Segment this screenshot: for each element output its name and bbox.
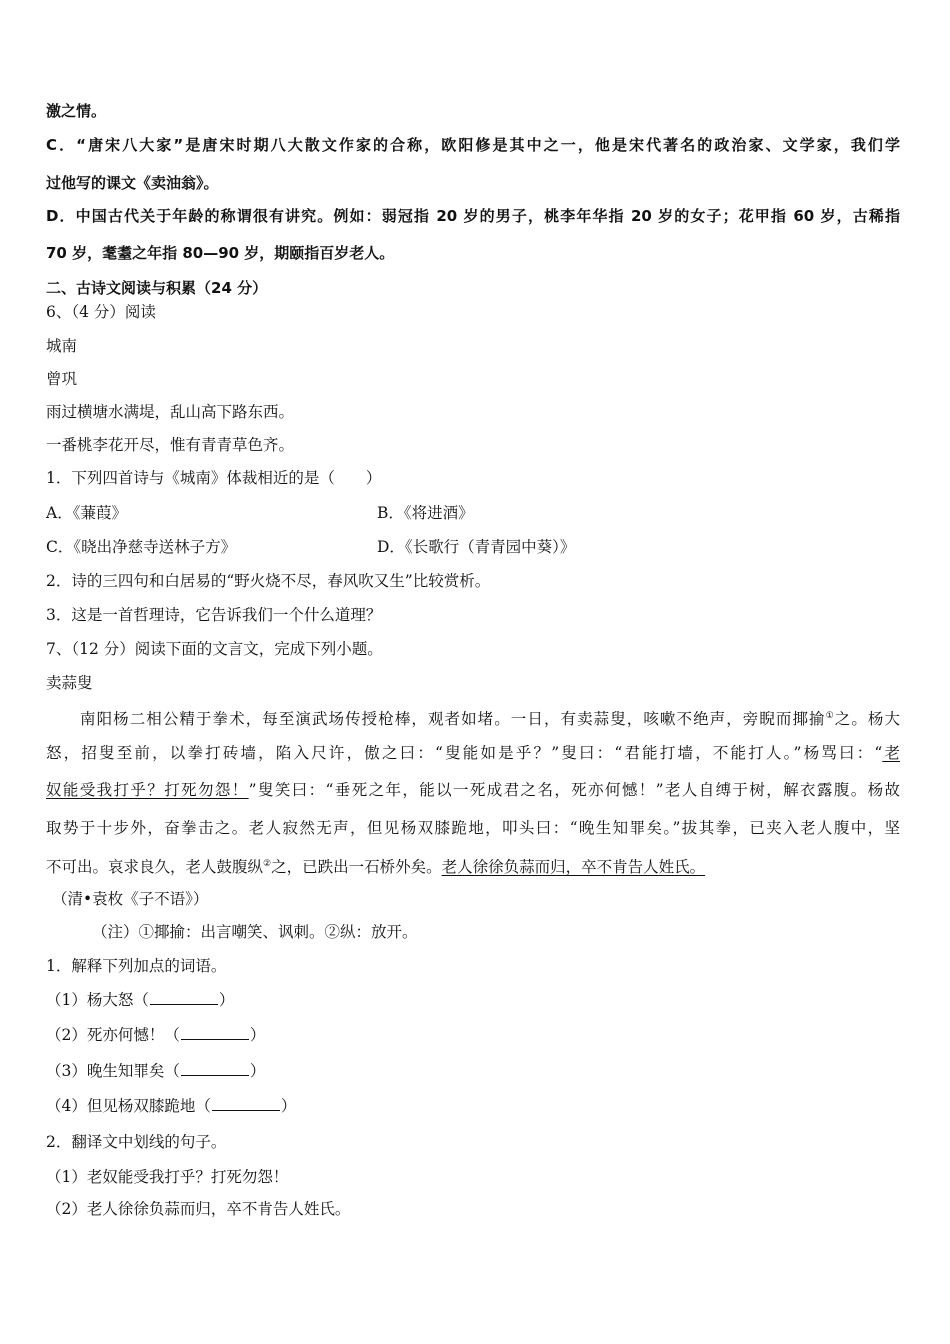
underlined-sentence-1-end: 奴能受我打乎？打死勿怨！ xyxy=(46,781,249,799)
poem-title: 城南 xyxy=(46,337,78,355)
option-c-line1: C．“唐宋八大家”是唐宋时期八大散文作家的合称，欧阳修是其中之一，他是宋代著名的政治家、文学家，我们学 xyxy=(46,136,900,154)
passage-line-3: 奴能受我打乎？打死勿怨！”叟笑曰：“垂死之年，能以一死成君之名，死亦何憾！”老人自缚于树，解衣露腹。杨故 xyxy=(46,781,900,799)
question-6-header: 6、（4 分）阅读 xyxy=(46,303,156,321)
q7-sub1-item2: （2）死亦何憾！（ ） xyxy=(46,1026,266,1044)
option-d: D．《长歌行（青青园中葵）》 xyxy=(377,538,576,556)
passage-line-1: 南阳杨二相公精于拳术，每至演武场传授枪棒，观者如堵。一日，有卖蒜叟，咳嗽不绝声，旁睨而揶揄①之。杨大 xyxy=(80,710,900,728)
question-7-header: 7、（12 分）阅读下面的文言文，完成下列小题。 xyxy=(46,640,383,658)
q7-sub1-item4: （4）但见杨双膝跪地（ ） xyxy=(46,1097,297,1115)
passage-line-4: 取势于十步外，奋拳击之。老人寂然无声，但见杨双膝跪地，叩头曰：“晚生知罪矣。”拔其拳，已夹入老人腹中，坚 xyxy=(46,819,900,837)
option-a: A．《蒹葭》 xyxy=(46,504,127,522)
passage-title: 卖蒜叟 xyxy=(46,674,93,692)
option-d-line2: 70 岁，耄耋之年指 80—90 岁，期颐指百岁老人。 xyxy=(46,244,395,262)
poem-author: 曾巩 xyxy=(46,370,78,388)
underlined-sentence-2: 老人徐徐负蒜而归，卒不肯告人姓氏。 xyxy=(441,858,706,876)
q6-sub1: 1．下列四首诗与《城南》体裁相近的是（ ） xyxy=(46,469,382,487)
q7-sub1-item1: （1）杨大怒（ ） xyxy=(46,991,235,1009)
answer-blank-3[interactable] xyxy=(181,1060,249,1076)
q7-sub2-item2: （2）老人徐徐负蒜而归，卒不肯告人姓氏。 xyxy=(46,1200,351,1218)
q7-sub2: 2．翻译文中划线的句子。 xyxy=(46,1133,227,1151)
passage-source: （清•袁枚《子不语》） xyxy=(52,890,209,908)
footnote-marker-2: ② xyxy=(263,859,272,869)
underlined-sentence-1-start: 老 xyxy=(882,744,900,762)
option-b-continuation: 激之情。 xyxy=(46,102,107,120)
q6-sub3: 3．这是一首哲理诗，它告诉我们一个什么道理？ xyxy=(46,606,382,624)
q7-sub1: 1．解释下列加点的词语。 xyxy=(46,957,227,975)
q6-sub2: 2．诗的三四句和白居易的“野火烧不尽，春风吹又生”比较赏析。 xyxy=(46,572,491,590)
passage-line-5: 不可出。哀求良久，老人鼓腹纵②之，已跌出一石桥外矣。老人徐徐负蒜而归，卒不肯告人姓氏。 xyxy=(46,858,706,876)
q7-sub1-item3: （3）晚生知罪矣（ ） xyxy=(46,1062,266,1080)
poem-line-1: 雨过横塘水满堤，乱山高下路东西。 xyxy=(46,403,295,421)
q7-sub2-item1: （1）老奴能受我打乎？打死勿怨！ xyxy=(46,1168,289,1186)
answer-blank-2[interactable] xyxy=(181,1024,249,1040)
passage-line-2: 怒，招叟至前，以拳打砖墙，陷入尺许，傲之曰：“叟能如是乎？”叟曰：“君能打墙，不能打人。”杨骂曰：“老 xyxy=(46,744,900,762)
option-d-line1: D．中国古代关于年龄的称谓很有讲究。例如：弱冠指 20 岁的男子，桃李年华指 20 岁的女子；花甲指 60 岁，古稀指 xyxy=(46,207,900,225)
answer-blank-1[interactable] xyxy=(150,989,218,1005)
option-c: C．《晓出净慈寺送林子方》 xyxy=(46,538,237,556)
section-2-title: 二、古诗文阅读与积累（24 分） xyxy=(46,279,268,297)
poem-line-2: 一番桃李花开尽，惟有青青草色齐。 xyxy=(46,436,295,454)
option-c-line2: 过他写的课文《卖油翁》。 xyxy=(46,174,219,192)
passage-notes: （注）①揶揄：出言嘲笑、讽刺。②纵：放开。 xyxy=(92,923,418,941)
answer-blank-4[interactable] xyxy=(212,1095,280,1111)
option-b: B．《将进酒》 xyxy=(377,504,474,522)
footnote-marker-1: ① xyxy=(825,711,835,721)
